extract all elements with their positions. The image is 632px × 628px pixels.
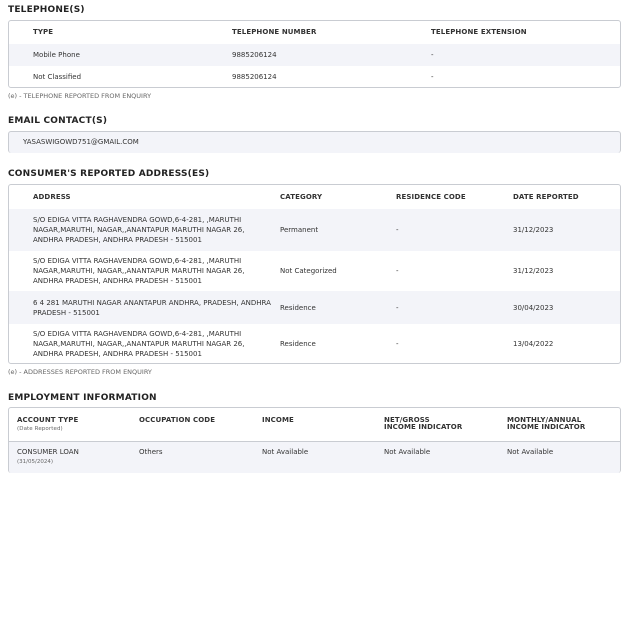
header-date-reported: DATE REPORTED: [513, 192, 579, 201]
header-account-type-label: ACCOUNT TYPE: [17, 416, 79, 424]
table-header: [9, 408, 620, 442]
residence-code: -: [396, 303, 399, 312]
employment-table: [8, 407, 621, 473]
telephones-title: TELEPHONE(S): [8, 5, 85, 15]
addresses-title: CONSUMER'S REPORTED ADDRESS(ES): [8, 169, 210, 179]
table-row: [9, 209, 620, 251]
residence-code: -: [396, 267, 399, 275]
header-account-type: [17, 417, 78, 433]
table-header: [9, 21, 620, 44]
date-reported: 31/12/2023: [513, 226, 554, 234]
phone-type: Not Classified: [33, 73, 82, 81]
address-text: S/O EDIGA VITTA RAGHAVENDRA GOWD,6-4-281, ,MARUTHI NAGAR,MARUTHI, NAGAR,,ANANTAPUR MARUTHI NAGAR 26, ANDHRA PRADESH, ANDHRA PRADESH - 515001: [33, 216, 245, 244]
address-category: Permanent: [280, 226, 319, 234]
employment-title: EMPLOYMENT INFORMATION: [8, 393, 157, 403]
date-reported: 30/04/2023: [513, 303, 554, 312]
header-occupation-code: OCCUPATION CODE: [139, 416, 216, 424]
header-income: INCOME: [262, 416, 294, 424]
header-category: CATEGORY: [280, 192, 323, 201]
account-date: (31/05/2024): [17, 459, 53, 465]
monthly-annual-indicator: Not Available: [507, 448, 554, 456]
address-category: Residence: [280, 303, 316, 312]
addresses-table: [8, 184, 621, 364]
header-monthly-annual: MONTHLY/ANNUAL INCOME INDICATOR: [507, 416, 586, 431]
header-address: ADDRESS: [33, 192, 71, 201]
email-box: [8, 131, 621, 153]
phone-extension: -: [431, 51, 434, 59]
table-header: [9, 185, 620, 209]
email-title: EMAIL CONTACT(S): [8, 116, 108, 126]
addresses-note: (e) - ADDRESSES REPORTED FROM ENQUIRY: [8, 368, 152, 376]
phone-number: 9885206124: [232, 51, 277, 59]
table-row: [9, 442, 620, 473]
date-reported: 13/04/2022: [513, 340, 554, 348]
table-row: [9, 44, 620, 66]
net-gross-indicator: Not Available: [384, 448, 431, 456]
email-value: YASASWIGOWD751@GMAIL.COM: [23, 138, 139, 146]
residence-code: -: [396, 340, 399, 348]
address-category: Residence: [280, 340, 316, 348]
phone-extension: -: [431, 73, 434, 81]
address-text: 6 4 281 MARUTHI NAGAR ANANTAPUR ANDHRA, PRADESH, ANDHRA PRADESH - 515001: [33, 298, 271, 317]
header-net-gross: NET/GROSS INCOME INDICATOR: [384, 416, 463, 431]
header-number: TELEPHONE NUMBER: [232, 28, 317, 36]
address-text: S/O EDIGA VITTA RAGHAVENDRA GOWD,6-4-281, ,MARUTHI NAGAR,MARUTHI, NAGAR,,ANANTAPUR MARUTHI NAGAR 26, ANDHRA PRADESH, ANDHRA PRADESH - 515001: [33, 330, 245, 358]
date-reported: 31/12/2023: [513, 267, 554, 275]
header-residence-code: RESIDENCE CODE: [396, 192, 466, 201]
telephones-note: (e) - TELEPHONE REPORTED FROM ENQUIRY: [8, 92, 152, 100]
account-type: [17, 447, 79, 467]
table-row: [9, 324, 620, 364]
table-row: [9, 251, 620, 291]
income: Not Available: [262, 448, 309, 456]
address-text: S/O EDIGA VITTA RAGHAVENDRA GOWD,6-4-281, ,MARUTHI NAGAR,MARUTHI, NAGAR,,ANANTAPUR MARUTHI NAGAR 26, ANDHRA PRADESH, ANDHRA PRADESH - 515001: [33, 257, 245, 285]
account-type-value: CONSUMER LOAN: [17, 448, 79, 456]
phone-number: 9885206124: [232, 73, 277, 81]
header-type: TYPE: [33, 28, 54, 36]
header-date-reported-sub: (Date Reported): [17, 426, 63, 432]
occupation-code: Others: [139, 448, 163, 456]
address-category: Not Categorized: [280, 267, 337, 275]
table-row: [9, 291, 620, 324]
table-row: [9, 66, 620, 88]
header-extension: TELEPHONE EXTENSION: [431, 28, 527, 36]
phone-type: Mobile Phone: [33, 51, 80, 59]
residence-code: -: [396, 226, 399, 234]
telephones-table: [8, 20, 621, 88]
